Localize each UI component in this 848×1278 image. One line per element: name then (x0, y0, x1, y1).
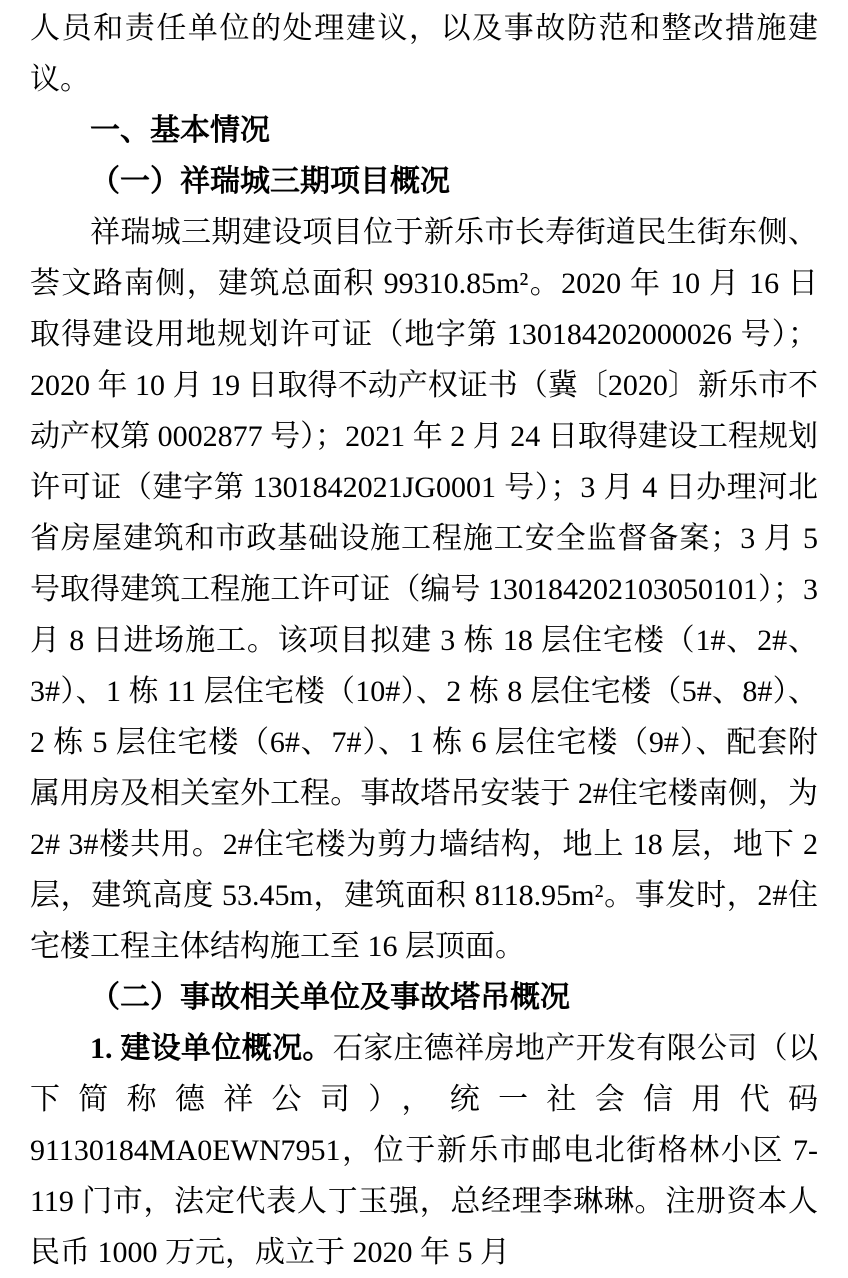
intro-paragraph: 人员和责任单位的处理建议，以及事故防范和整改措施建议。 (30, 12, 818, 96)
subsection-heading-units-overview: （二）事故相关单位及事故塔吊概况 (90, 981, 570, 1014)
construction-unit-lead: 1. 建设单位概况。 (90, 1032, 333, 1065)
construction-unit-body: 石家庄德祥房地产开发有限公司（以下简称德祥公司），统一社会信用代码 91130184MA0EWN7951，位于新乐市邮电北街格林小区 7-119 门市，法定代表人丁玉强，总经理李琳琳。注册资本人民币 1000 万元，成立于 2020 年 5 月 (30, 1032, 819, 1269)
project-overview-paragraph: 祥瑞城三期建设项目位于新乐市长寿街道民生街东侧、荟文路南侧，建筑总面积 99310.85m²。2020 年 10 月 16 日取得建设用地规划许可证（地字第 130184202000026 号）；2020 年 10 月 19 日取得不动产权证书（冀〔2020〕新乐市不动产权第 0002877 号）；2021 年 2 月 24 日取得建设工程规划许可证（建字第 1301842021JG0001 号）；3 月 4 日办理河北省房屋建筑和市政基础设施工程施工安全监督备案；3 月 5 号取得建筑工程施工许可证（编号 130184202103050101）；3 月 8 日进场施工。该项目拟建 3 栋 18 层住宅楼（1#、2#、3#）、1 栋 11 层住宅楼（10#）、2 栋 8 层住宅楼（5#、8#）、2 栋 5 层住宅楼（6#、7#）、1 栋 6 层住宅楼（9#）、配套附属用房及相关室外工程。事故塔吊安装于 2#住宅楼南侧，为 2# 3#楼共用。2#住宅楼为剪力墙结构，地上 18 层，地下 2 层，建筑高度 53.45m，建筑面积 8118.95m²。事发时，2#住宅楼工程主体结构施工至 16 层顶面。 (30, 216, 818, 963)
subsection-heading-project-overview: （一）祥瑞城三期项目概况 (90, 165, 450, 198)
section-heading-basic-info: 一、基本情况 (90, 114, 270, 147)
construction-unit-paragraph (30, 1023, 818, 1278)
